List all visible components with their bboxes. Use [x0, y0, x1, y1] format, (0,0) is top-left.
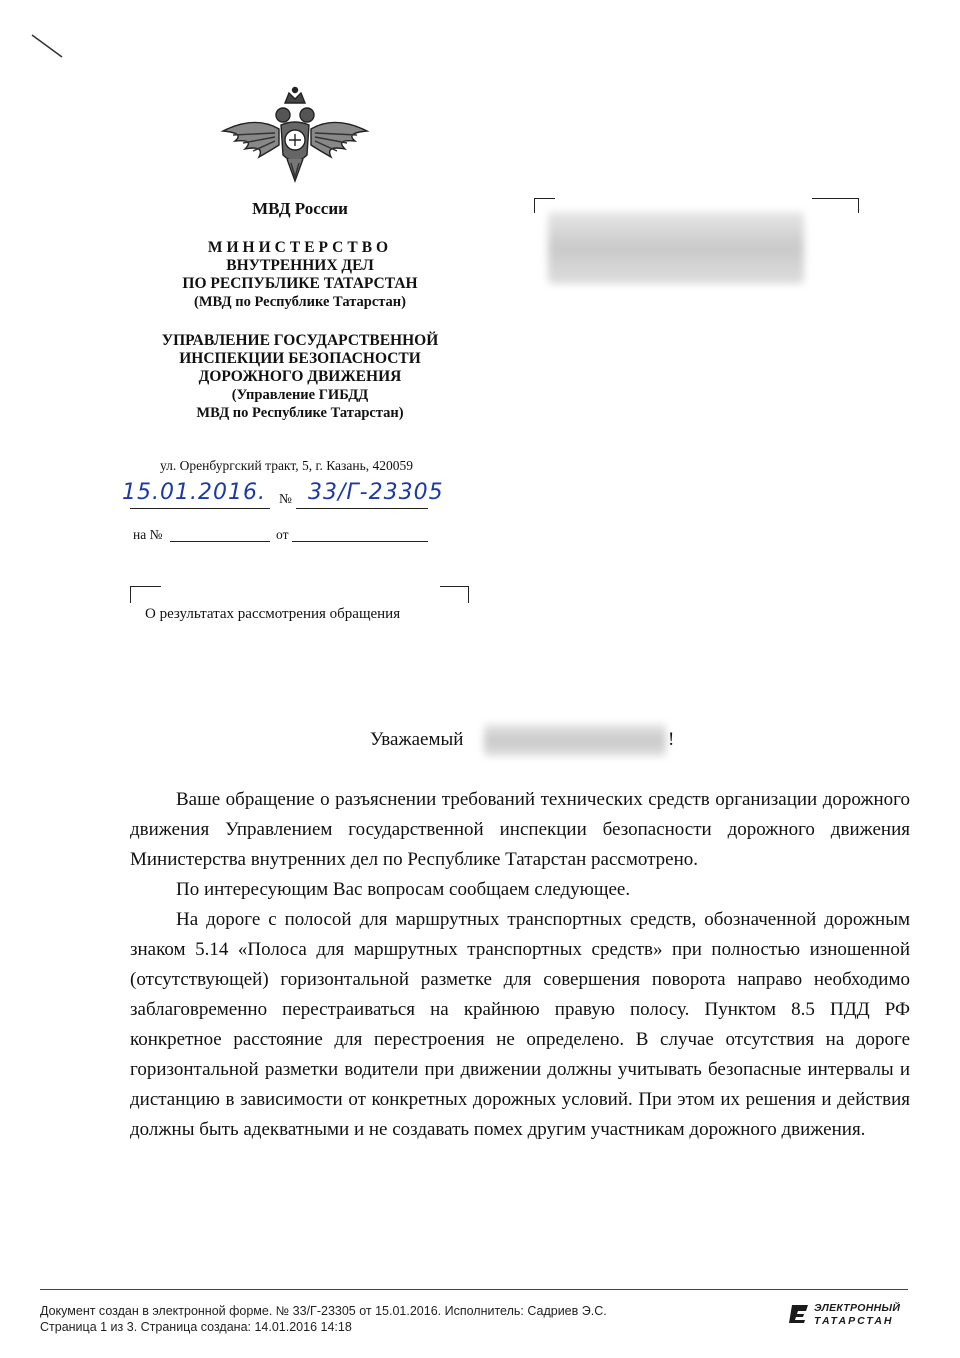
ref-number-line — [170, 541, 270, 542]
logo-text-1: ЭЛЕКТРОННЫЙ — [814, 1302, 901, 1314]
greeting-prefix: Уважаемый — [370, 729, 464, 750]
department-line-3: ДОРОЖНОГО ДВИЖЕНИЯ — [198, 368, 402, 385]
electronic-tatarstan-logo-icon — [788, 1303, 810, 1325]
number-label: № — [279, 491, 292, 506]
department-line-4: (Управление ГИБДД — [231, 387, 369, 403]
recipient-redacted — [548, 212, 804, 284]
subject-bracket-left — [130, 586, 161, 603]
number-underline — [296, 508, 428, 509]
address: ул. Оренбургский тракт, 5, г. Казань, 420059 — [160, 458, 413, 473]
ministry-line-4: (МВД по Республике Татарстан) — [194, 294, 406, 310]
footer-rule — [40, 1289, 908, 1290]
subject-line: О результатах рассмотрения обращения — [145, 606, 401, 622]
subject-bracket-right — [440, 586, 469, 603]
department-line-5: МВД по Республике Татарстан) — [196, 405, 404, 421]
letter-body — [130, 785, 910, 1145]
footer-line-2: Страница 1 из 3. Страница создана: 14.01.2016 14:18 — [40, 1320, 352, 1334]
ministry-line-1: МИНИСТЕРСТВО — [207, 239, 393, 256]
body-paragraph-2: По интересующим Вас вопросам сообщаем следующее. — [176, 879, 631, 900]
ref-date-line — [292, 541, 428, 542]
handwritten-number: 33/Г-23305 — [308, 480, 444, 505]
recipient-bracket-left — [534, 198, 555, 213]
scan-mark — [30, 33, 66, 61]
electronic-tatarstan-logo — [788, 1300, 903, 1330]
department-line-1: УПРАВЛЕНИЕ ГОСУДАРСТВЕННОЙ — [161, 332, 439, 349]
greeting-name-redacted — [484, 724, 666, 756]
greeting-suffix: ! — [668, 729, 675, 750]
ref-number-label: на № — [133, 527, 163, 542]
ref-date-label: от — [276, 527, 289, 542]
logo-text-2: ТАТАРСТАН — [814, 1315, 894, 1327]
recipient-bracket-right — [812, 198, 859, 213]
ministry-line-2: ВНУТРЕННИХ ДЕЛ — [226, 257, 374, 274]
department-line-2: ИНСПЕКЦИИ БЕЗОПАСНОСТИ — [179, 350, 421, 367]
date-underline — [130, 508, 270, 509]
footer-line-1: Документ создан в электронной форме. № 33/Г-23305 от 15.01.2016. Исполнитель: Садриев Э.С. — [40, 1304, 607, 1318]
double-headed-eagle-emblem-icon — [215, 85, 375, 195]
body-paragraph-3: На дороге с полосой для маршрутных транспортных средств, обозначенной дорожным знаком 5.14 «Полоса для маршрутных транспортных средств» при полностью изношенной (отсутствующей) горизонтальной разметке для совершения поворота направо необходимо заблаговременно перестраиваться на крайнюю правую полосу. Пунктом 8.5 ПДД РФ конкретное расстояние для перестроения не определено. В случае отсутствия на дороге горизонтальной разметки водители при движении должны учитывать безопасные интервалы и дистанцию в зависимости от конкретных дорожных условий. При этом их решения и действия должны быть адекватными и не создавать помех другим участникам дорожного движения. — [130, 909, 910, 1140]
handwritten-date: 15.01.2016. — [122, 480, 266, 505]
ministry-line-3: ПО РЕСПУБЛИКЕ ТАТАРСТАН — [182, 275, 418, 292]
org-short-name: МВД России — [252, 199, 348, 218]
body-paragraph-1: Ваше обращение о разъяснении требований технических средств организации дорожного движения Управлением государственной инспекции безопасности дорожного движения Министерства внутренних дел по Республике Татарстан рассмотрено. — [130, 789, 910, 870]
